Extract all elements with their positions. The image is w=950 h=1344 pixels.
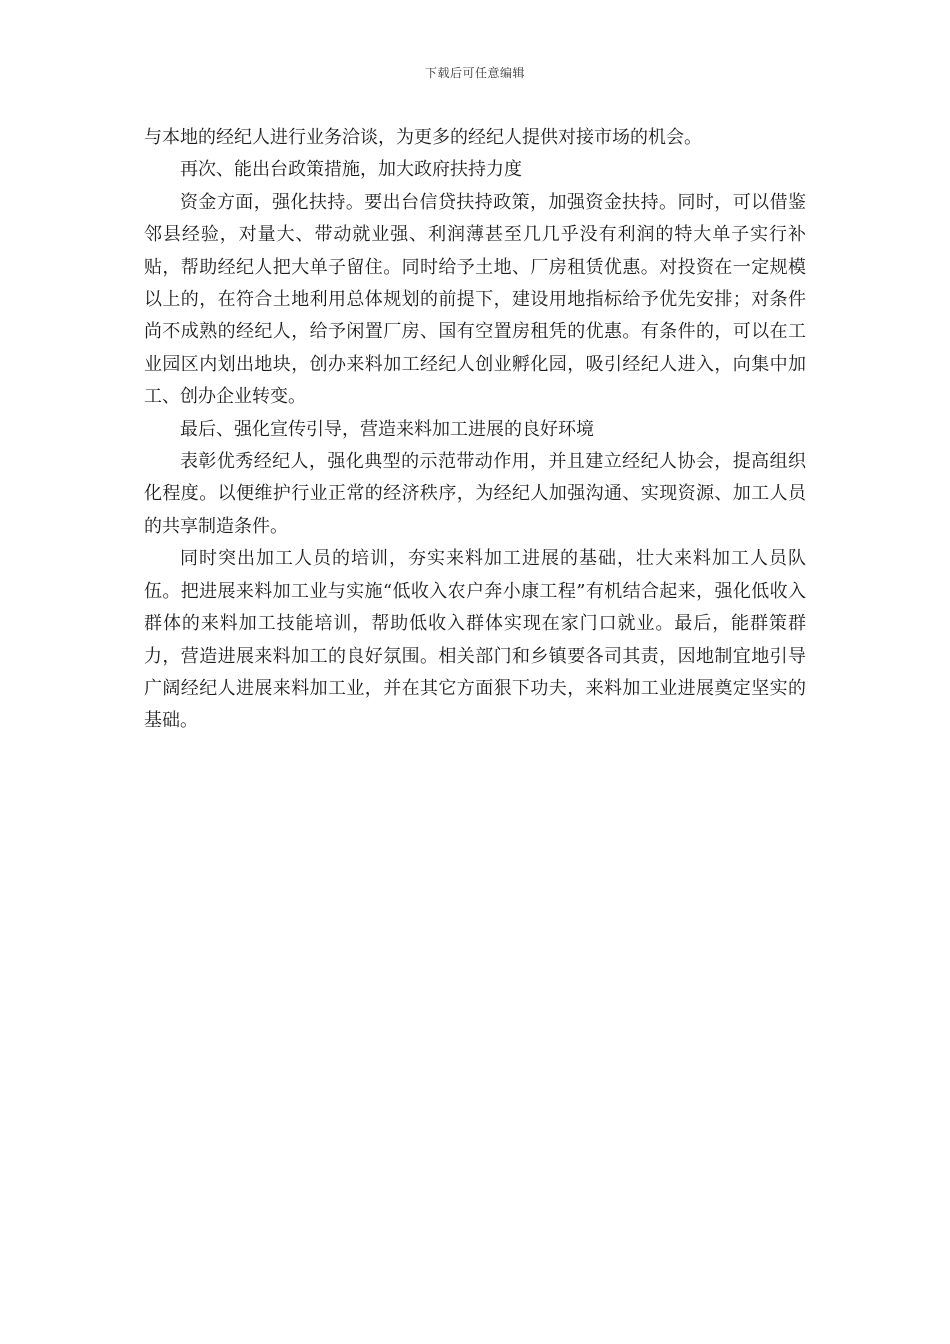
section-heading: 再次、能出台政策措施，加大政府扶持力度	[180, 159, 522, 181]
page-header-note: 下载后可任意编辑	[424, 66, 525, 80]
paragraph: 表彰优秀经纪人，强化典型的示范带动作用，并且建立经纪人协会，提高组织化程度。以便维护行业正常的经济秩序，为经纪人加强沟通、实现资源、加工人员的共享制造条件。	[144, 451, 806, 537]
paragraph: 同时突出加工人员的培训，夯实来料加工进展的基础，壮大来料加工人员队伍。把进展来料加工业与实施“低收入农户奔小康工程”有机结合起来，强化低收入群体的来料加工技能培训，帮助低收入群体实现在家门口就业。最后，能群策群力，营造进展来料加工的良好氛围。相关部门和乡镇要各司其责，因地制宜地引导广阔经纪人进展来料加工业，并在其它方面狠下功夫，来料加工业进展奠定坚实的基础。	[144, 548, 806, 732]
section-heading: 最后、强化宣传引导，营造来料加工进展的良好环境	[180, 418, 594, 440]
paragraph: 与本地的经纪人进行业务洽谈，为更多的经纪人提供对接市场的机会。	[144, 127, 702, 148]
document-body	[144, 122, 806, 738]
paragraph: 资金方面，强化扶持。要出台信贷扶持政策，加强资金扶持。同时，可以借鉴邻县经验，对量大、带动就业强、利润薄甚至几几乎没有利润的特大单子实行补贴，帮助经纪人把大单子留住。同时给予土地、厂房租赁优惠。对投资在一定规模以上的，在符合土地利用总体规划的前提下，建设用地指标给予优先安排；对条件尚不成熟的经纪人，给予闲置厂房、国有空置房租凭的优惠。有条件的，可以在工业园区内划出地块，创办来料加工经纪人创业孵化园，吸引经纪人进入，向集中加工、创办企业转变。	[144, 191, 806, 408]
